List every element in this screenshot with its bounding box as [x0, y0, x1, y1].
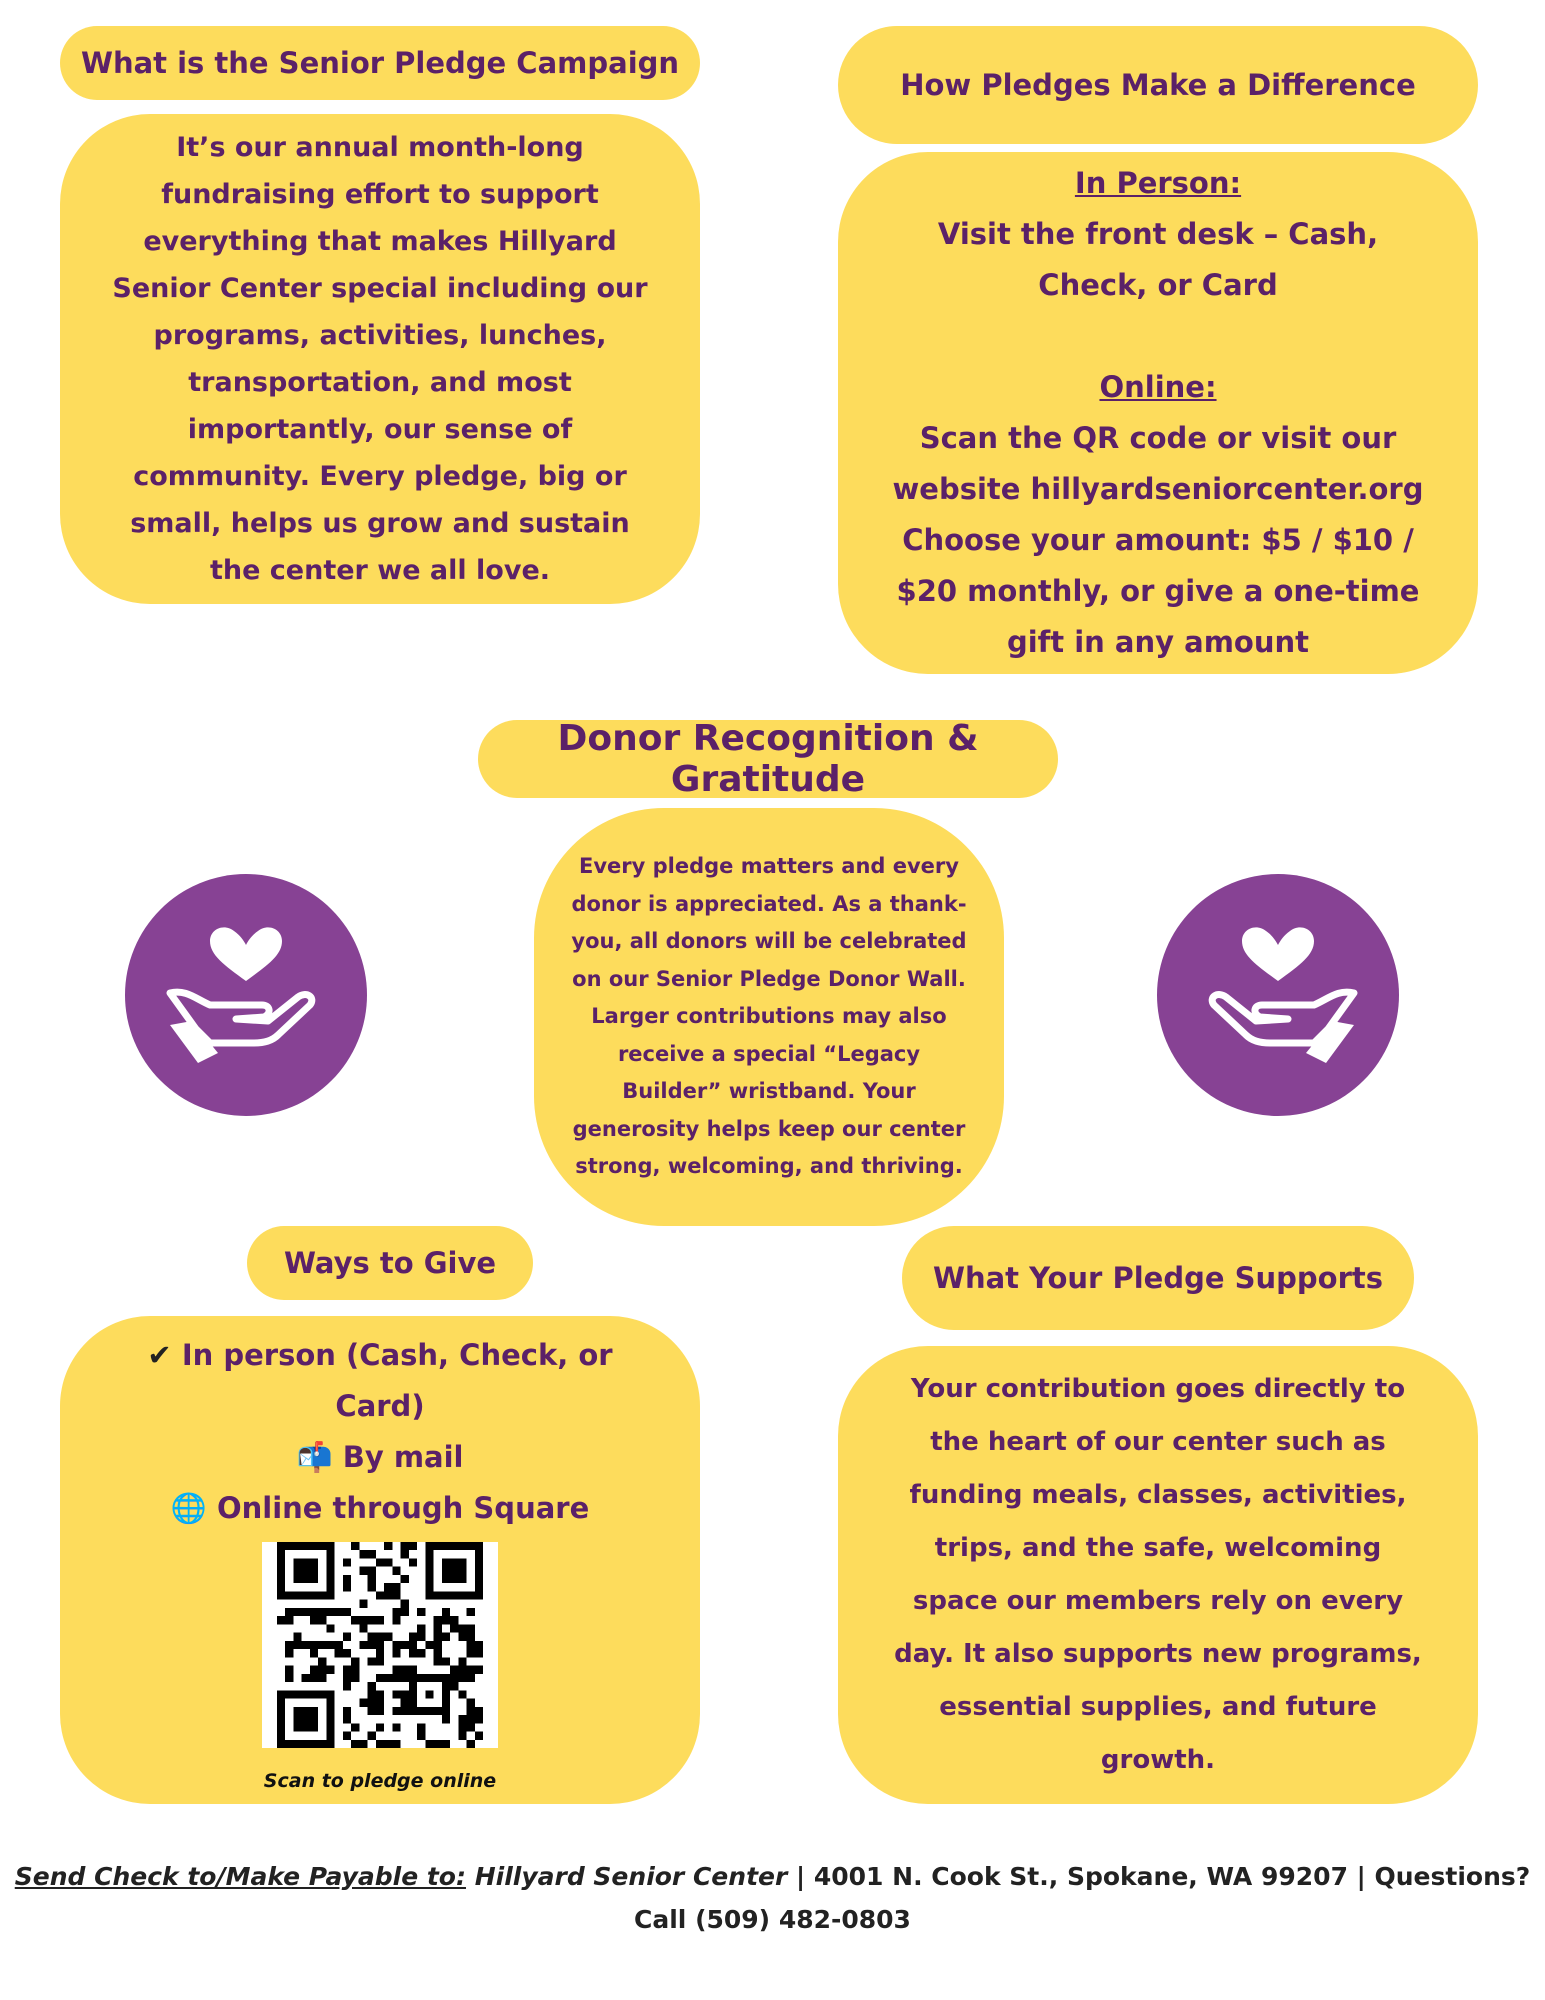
heart-hand-icon [166, 925, 326, 1065]
heart-hand-icon [1198, 925, 1358, 1065]
supports-box [838, 1346, 1478, 1804]
supports-title: What Your Pledge Supports [932, 1261, 1383, 1295]
in-person-label: In Person: [1074, 166, 1242, 200]
what-is-body: It’s our annual month-long fundraising effort to support everything that makes Hillyard Senior Center special including our programs, activities, lunches, transportation, and most importantly, our sense of community. Every pledge, big or small, helps us grow and sustain the center we all love. [112, 132, 648, 586]
check-mark-icon: ✔ [147, 1338, 172, 1372]
ways-item-mail: 📬 By mail [296, 1440, 464, 1474]
donor-body: Every pledge matters and every donor is appreciated. As a thank-you, all donors will be celebrated on our Senior Pledge Donor Wall. Larger contributions may also receive a special “Legacy Builder” wristband. Your generosity helps keep our center strong, welcoming, and thriving. [571, 854, 967, 1179]
ways-title: Ways to Give [283, 1246, 497, 1280]
donor-box [534, 808, 1004, 1226]
supports-title-pill [902, 1226, 1414, 1330]
what-is-box [60, 114, 700, 604]
qr-code[interactable] [262, 1542, 498, 1748]
how-pledges-box [838, 152, 1478, 674]
donor-title-pill [478, 720, 1058, 798]
online-label: Online: [1099, 370, 1217, 404]
ways-item-in-person: ✔ In person (Cash, Check, or Card) [147, 1338, 613, 1423]
qr-code-image [277, 1542, 483, 1748]
footer-address: | 4001 N. Cook St., Spokane, WA 99207 | Questions? Call (509) 482-0803 [634, 1862, 1531, 1934]
what-is-title: What is the Senior Pledge Campaign [80, 46, 680, 80]
how-pledges-title-pill [838, 26, 1478, 144]
ways-box [60, 1316, 700, 1804]
what-is-title-pill [60, 26, 700, 100]
footer [0, 1855, 1545, 1941]
heart-hand-icon-right [1157, 874, 1399, 1116]
footer-org: Hillyard Senior Center [474, 1862, 788, 1891]
heart-hand-icon-left [125, 874, 367, 1116]
globe-icon: 🌐 [170, 1491, 207, 1525]
ways-item-online: 🌐 Online through Square [170, 1491, 590, 1525]
ways-title-pill [247, 1226, 533, 1300]
in-person-text: Visit the front desk – Cash, Check, or Card [937, 217, 1379, 302]
qr-caption: Scan to pledge online [263, 1770, 497, 1792]
mailbox-icon: 📬 [296, 1440, 333, 1474]
online-text: Scan the QR code or visit our website hillyardseniorcenter.org Choose your amount: $5 / $10 / $20 monthly, or give a one-time gift in any amount [892, 421, 1424, 659]
footer-label: Send Check to/Make Payable to: [14, 1862, 466, 1891]
how-pledges-title: How Pledges Make a Difference [900, 68, 1416, 102]
supports-body: Your contribution goes directly to the heart of our center such as funding meals, classes, activities, trips, and the safe, welcoming space our members rely on every day. It also supports new programs, essential supplies, and future growth. [894, 1374, 1422, 1775]
donor-title: Donor Recognition & Gratitude [557, 718, 979, 800]
